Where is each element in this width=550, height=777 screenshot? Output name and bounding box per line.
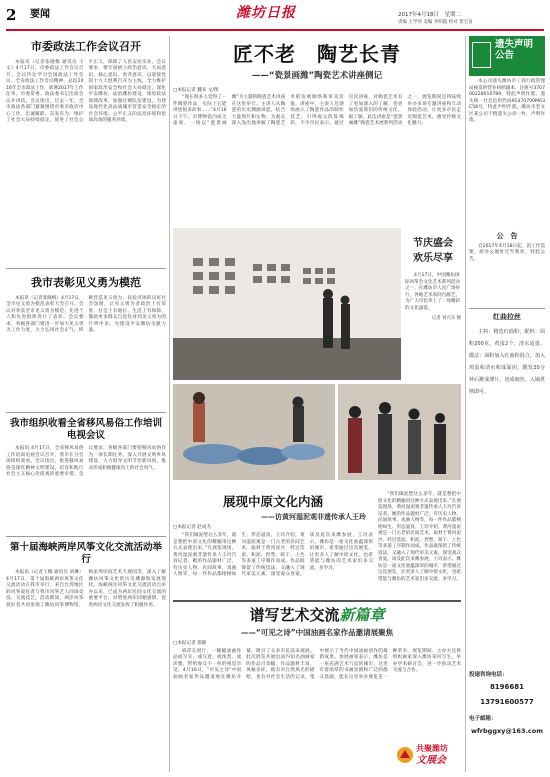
article-kite-body: 本报讯（记者王娜 通讯员 刘琳）4月17日，第十届海峡两岸风筝文化交流活动在我市举行。来自台湾地区的风筝爱好者与我市风筝艺人同场竞技、交流技艺。活动期间，两岸风筝爱好者共同参观了潍坊风筝博物馆、杨家埠民间艺术大观园等，深入了解潍坊风筝文化的历史渊源和发展现状。海峡两岸风筝文化交流活动自举办以来，已成为两岸民间文化交流的重要平台，对增进两岸同胞感情、促进两岸文化交流发挥了积极作用。 bbox=[6, 570, 166, 608]
sidebar-gonggao-title: 公 告 bbox=[496, 232, 518, 240]
exhibition-photo-art bbox=[173, 228, 401, 380]
feature-art-exchange-byline: □本报记者 郑静 bbox=[173, 641, 207, 647]
contact-phone1: 8196681 bbox=[489, 682, 525, 691]
sidebar-title: 遗失声明公告 bbox=[469, 36, 545, 76]
feature-central-plains-title: 展现中原文化内涵 bbox=[223, 494, 324, 509]
exhibition-photo bbox=[173, 228, 401, 380]
contact-label: 投递咨询电话： bbox=[469, 672, 508, 678]
poem-title-2: 欢乐尽享 bbox=[413, 252, 453, 264]
column-divider bbox=[169, 36, 170, 772]
divider bbox=[6, 268, 166, 269]
feature-ceramics-body: “现在很多人觉得了一件陶瓷作品，实际上它能讲述很多故事……”4月16日下午，市博物馆内座无虚席，一场以“瓷景画潍”为主题的陶瓷艺术讲座在这里举行。主讲人从陶瓷的历史渊源讲起，结合大量图片和实物，为观众深入浅出地讲解了陶瓷艺术的发展脉络和审美价值。讲座中，主讲人还现场展示了陶瓷作品的制作技艺，引得观众阵阵喝彩。不少市民表示，通过这次讲座，对陶瓷艺术有了更加深入的了解，也更加热爱我们的传统文化。据了解，此次讲座是“瓷景画潍”陶瓷艺术展系列活动之一，展览期间还将陆续举办多场专题讲座和互动体验活动，让更多市民走近陶瓷艺术、感受传统文化魅力。 bbox=[173, 95, 461, 127]
visitors-photo-art bbox=[338, 384, 461, 480]
article-hero-title: 我市表彰见义勇为模范 bbox=[31, 276, 141, 289]
article-hero-body: 本报讯（记者张晓梅）4月17日，全市见义勇为模范表彰大会召开。会议对荣获全市见义勇为模范、先进个人和先进群体进行了表彰。会议要求，各级各部门要进一步加大见义勇为工作力度，大力弘扬社会正气，积极营造见义勇为、扶危济困的良好社会氛围，让见义勇为者政治上有荣誉、社会上有地位、生活上有保障，激励更多群众自觉投身到见义勇为的行列中来，为建设平安潍坊贡献力量。 bbox=[6, 295, 166, 334]
article-custom-title: 我市组织收看全省移风易俗工作培训电视会议 bbox=[9, 418, 162, 441]
pottery-photo-art bbox=[173, 384, 335, 480]
article-politics-title: 市委政法工作会议召开 bbox=[31, 40, 141, 53]
feature-ceramics bbox=[173, 36, 461, 224]
editor-line: 责编 王学河 美编 李明霞 校对 贺宝良 bbox=[398, 20, 473, 25]
article-custom bbox=[6, 416, 166, 534]
divider bbox=[6, 536, 166, 537]
feature-ceramics-subtitle: ——“瓷景画潍”陶瓷艺术讲座侧记 bbox=[251, 71, 383, 81]
article-politics bbox=[6, 36, 166, 266]
sidebar bbox=[469, 36, 545, 772]
sidebar-brand-title: 红曲拉丝 bbox=[493, 312, 521, 321]
feature-art-exchange-body: 徜徉在展厅，一幅幅油画作品或写实、或写意，或浓烈、或淡雅，带给观众不一样的视觉享受。4月16日，“可见之诗”中国油画名家作品邀请展在潍坊开幕，吸引了众多市民前来观展。此次展览共展出国内知名油画家的作品百余幅，作品题材丰富，风格多样，既有对自然风光的描绘，也有对社会生活的记录，集中展示了当代中国油画创作的最新成果。参展画家表示，潍坊是一座充满艺术气息的城市，这里有着浓厚的书画氛围和广泛的群众基础，能在这里举办展览是一种荣幸。展览期间，主办方还将组织画家深入潍坊采风写生，举办学术研讨会，进一步推动艺术交流与合作。 bbox=[173, 648, 461, 680]
article-kite-title: 第十届海峡两岸风筝文化交流活动举行 bbox=[9, 542, 162, 565]
sidebar-notices: 本公司遗失潍坊市工商行政管理局核发的营业执照副本，注册号370700228010789，特此声明作废。遗失统一社会信用代码91370700MA3C58号，特此声明作废。潍坊市奎文区某公司不慎遗失公章一枚，声明作废。 bbox=[469, 79, 545, 123]
feature-art-exchange-subtitle: ——“可见之诗”中国油画名家作品邀请展聚焦 bbox=[240, 627, 394, 637]
feature-art-exchange-title: 谱写艺术交流新篇章 bbox=[249, 606, 385, 624]
expo-logo-line2: 文展会 bbox=[416, 755, 446, 766]
column-divider bbox=[465, 36, 466, 772]
feature-ceramics-title: 匠不老 陶艺长青 bbox=[233, 42, 401, 66]
divider bbox=[469, 308, 545, 309]
contact-phone2: 13791600577 bbox=[480, 697, 534, 706]
visitors-photo bbox=[338, 384, 461, 480]
newspaper-logo: 潍坊日报 bbox=[236, 5, 296, 21]
sidebar-contact bbox=[469, 672, 545, 735]
page-number: 2 bbox=[6, 6, 17, 24]
poem-title-1: 节庆盛会 bbox=[413, 238, 453, 249]
divider bbox=[173, 600, 461, 602]
poem-box bbox=[405, 232, 461, 380]
expo-logo bbox=[396, 740, 461, 772]
email-label: 电子邮箱： bbox=[469, 716, 497, 723]
date-line: 2017年4月18日 星期二 bbox=[398, 12, 461, 18]
article-hero bbox=[6, 272, 166, 410]
email-address: wfrbggxy@163.com bbox=[470, 727, 544, 736]
article-kite bbox=[6, 540, 166, 772]
sidebar-gonggao-body: 自2017年4月18日起，因工作需要，原办公地址迁至新址，特此公告。 bbox=[469, 243, 545, 262]
feature-central-plains-body: “我们做泥塑这么多年，就是想把中原文化的精髓用这种方式表现出来。”在展览现场，黄河湿泥观非遗传承人王玲告诉记者。她的作品题材广泛，有历史人物、民间故事、戏曲人物等，每一件作品都栩栩如生、形态逼真。王玲介绍，黄河湿泥观是一门古老的民间艺术，取材于黄河泥沙，经过选泥、和泥、捏塑、晾干、上色等多道工序制作而成。作品既保留了传统技法，又融入了现代审美元素，深受观众喜爱。谈及此次来潍参展，王玲表示，潍坊是一座文化底蕴深厚的城市，希望通过这次展览，让更多人了解中原文化，也希望能与潍坊的艺术家们多交流、多学习。 bbox=[173, 533, 373, 578]
poem-credit: 记者 刘兴东 摄 bbox=[431, 316, 461, 321]
divider bbox=[6, 412, 166, 413]
feature-ceramics-byline: □本报记者 魏来 文/图 bbox=[173, 87, 219, 93]
sidebar-title-icon bbox=[472, 42, 491, 68]
feature-central-plains-subtitle: ——访黄河湿泥观非遗传承人王玲 bbox=[261, 512, 366, 521]
article-custom-body: 本报讯 4月17日，全省移风易俗工作培训电视会议召开，我市在分会场组织收看。会议指出，推进移风易俗是深化精神文明建设、培育和践行社会主义核心价值观的重要举措。会议要求，各级各部门要把移风易俗作为一项长期任务，深入开展文明乡风建设，大力倡导文明节俭新风尚，推动形成积极健康向上的社会风气。 bbox=[6, 446, 166, 477]
article-politics-body: 本报讯（记者张晓梅 通讯员 王文）4月17日，市委政法工作会议召开。会议传达学习全国政法工作会议、全省政法工作会议精神，总结2016年全市政法工作，部署2017年工作任务。市委常委、政法委书记出席会议并讲话。会议指出，过去一年，全市政法各部门紧紧围绕市委市政府中心工作，忠诚履职、奋发有为，维护了社会大局持续稳定，促进了社会公平正义，保障了人民安居乐业。会议要求，要牢固树立政治意识、大局意识、核心意识、看齐意识，以迎接党的十九大胜利召开为主线，全力维护国家政治安全和社会大局稳定，深化平安潍坊、法治潍坊建设，推进政法领域改革，加强过硬队伍建设，为建设现代化高品质城市营造安全稳定的社会环境、公平正义的法治环境和优质高效的服务环境。 bbox=[6, 59, 166, 124]
feature-central-plains-side: “我们做泥塑这么多年，就是想把中原文化的精髓用这种方式表现出来。”在展览现场，黄河湿泥观非遗传承人王玲告诉记者。她的作品题材广泛，有历史人物、民间故事、戏曲人物等，每一件作品都栩栩如生、形态逼真。王玲介绍，黄河湿泥观是一门古老的民间艺术，取材于黄河泥沙，经过选泥、和泥、捏塑、晾干、上色等多道工序制作而成。作品既保留了传统技法，又融入了现代审美元素，深受观众喜爱。谈及此次来潍参展，王玲表示，潍坊是一座文化底蕴深厚的城市，希望通过这次展览，让更多人了解中原文化，也希望能与潍坊的艺术家们多交流、多学习。 bbox=[378, 492, 461, 582]
section-name: 要闻 bbox=[30, 9, 50, 20]
pottery-photo bbox=[173, 384, 335, 480]
header-rule bbox=[6, 29, 544, 31]
expo-logo-icon bbox=[396, 746, 414, 764]
feature-central-plains-byline: □本报记者 赵成杰 bbox=[173, 525, 211, 531]
expo-logo-line1: 共聚潍坊 bbox=[416, 744, 448, 753]
sidebar-brand-body: 主料：精选红曲粉，配料：面粉200克，鸡蛋2个，清水适量。做法：面粉加入红曲粉混合，加入鸡蛋和清水和成面团，醒发20分钟后擀成薄片，切成细丝，入锅煮熟即可。 bbox=[469, 328, 545, 395]
poem-body: 4月17日，中国潍坊国际风筝会文化艺术系列活动之一，在潍坊市人民广场举行，各地艺术家同台献艺，为广大市民奉上了一场精彩的文化盛宴。 bbox=[405, 273, 461, 311]
